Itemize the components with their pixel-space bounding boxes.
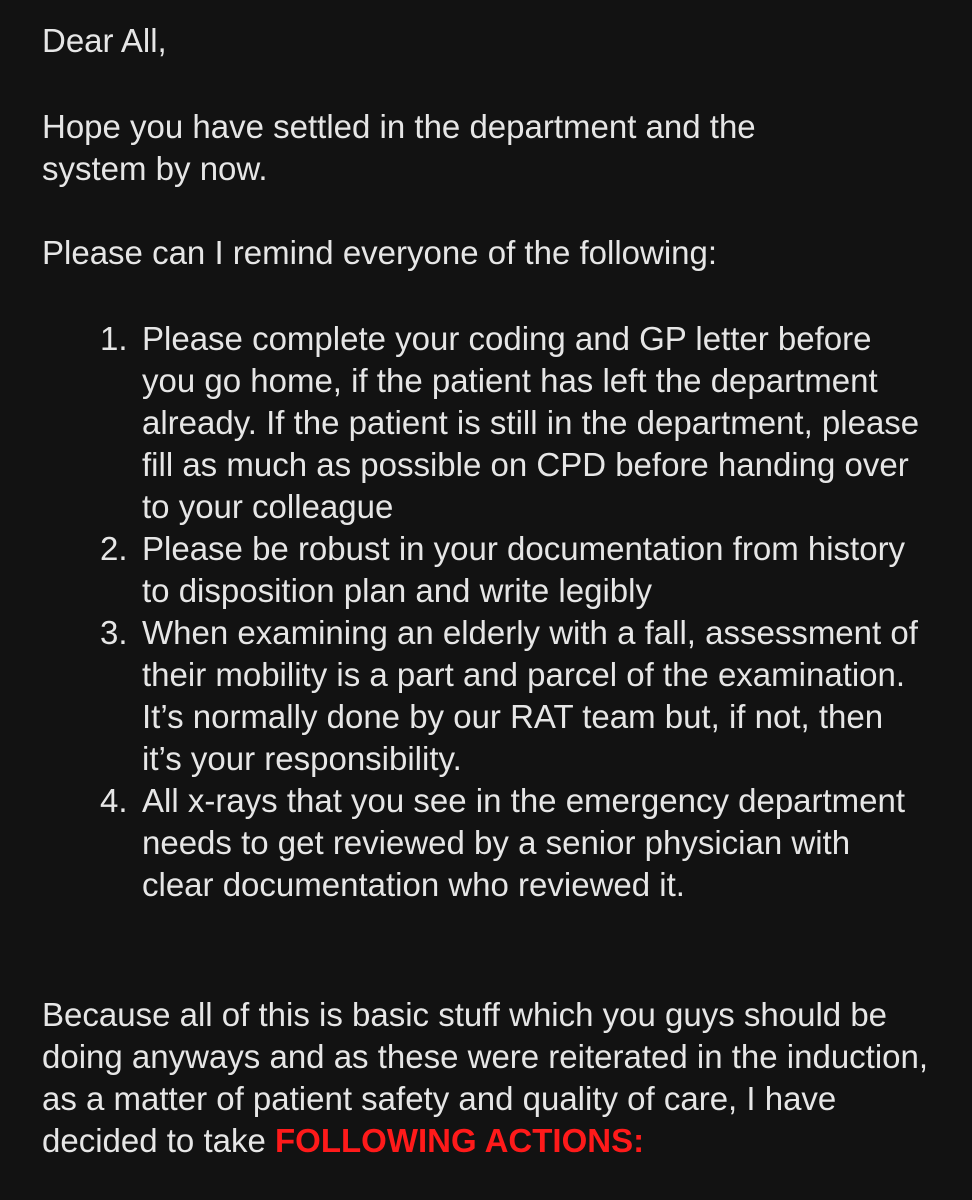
list-item-text: All x-rays that you see in the emergency department needs to get reviewed by a senior physician with clear documentation who reviewed it. [142, 782, 906, 903]
list-item-number: 1. [100, 320, 128, 357]
greeting-text: Dear All, [42, 22, 167, 59]
list-item-text: When examining an elderly with a fall, assessment of their mobility is a part and parcel of the examination. It’s normally done by our RAT team but, if not, then it’s your responsibility. [142, 614, 918, 777]
list-item-text: Please be robust in your documentation from history to disposition plan and write legibly [142, 530, 906, 609]
closing-paragraph [42, 994, 942, 1162]
closing-text: Because all of this is basic stuff which you guys should be doing anyways and as these were reiterated in the induction, as a matter of patient safety and quality of care, I have decided to take [42, 996, 929, 1159]
list-item [100, 612, 920, 780]
list-item-text: Please complete your coding and GP letter before you go home, if the patient has left the department already. If the patient is still in the department, please fill as much as possible on CPD before handing over to your colleague [142, 320, 920, 525]
list-item [100, 780, 920, 906]
following-actions-emphasis: FOLLOWING ACTIONS: [275, 1122, 645, 1159]
list-item [100, 528, 920, 612]
list-item-number: 3. [100, 614, 128, 651]
reminder-lead-paragraph: Please can I remind everyone of the following: [42, 234, 718, 271]
intro-paragraph: Hope you have settled in the department and the system by now. [42, 108, 756, 187]
list-item-number: 4. [100, 782, 128, 819]
list-item-number: 2. [100, 530, 128, 567]
list-item [100, 318, 920, 528]
reminder-list [100, 318, 920, 906]
